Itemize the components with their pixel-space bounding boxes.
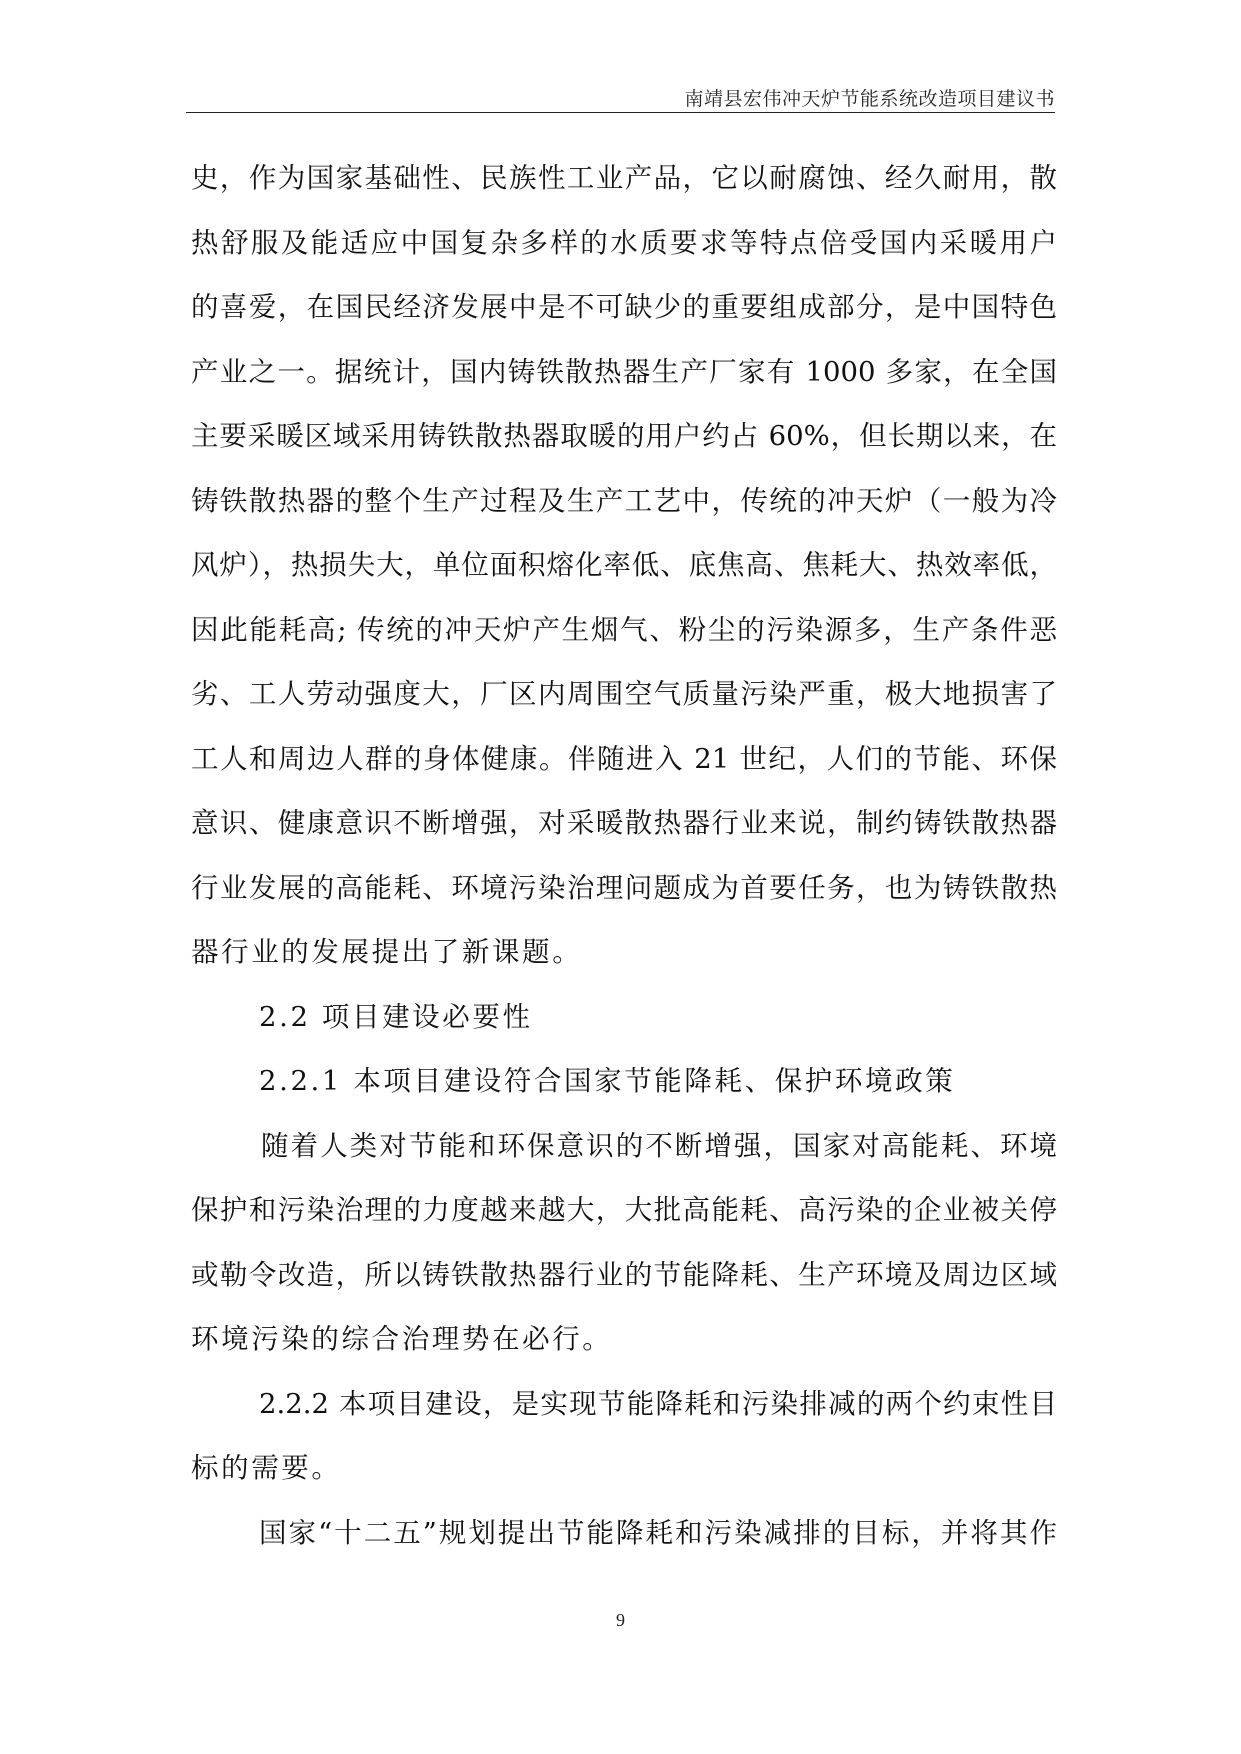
paragraph-line: 标的需要。 bbox=[191, 1452, 342, 1484]
paragraph-line: 因此能耗高; 传统的冲天炉产生烟气、粉尘的污染源多，生产条件恶 bbox=[191, 613, 1057, 646]
paragraph-line: 工人和周边人群的身体健康。伴随进入 21 世纪，人们的节能、环保 bbox=[191, 742, 1057, 775]
paragraph-line: 劣、工人劳动强度大，厂区内周围空气质量污染严重，极大地损害了 bbox=[191, 678, 1057, 710]
header-rule bbox=[186, 112, 1055, 113]
paragraph-line: 产业之一。据统计，国内铸铁散热器生产厂家有 1000 多家，在全国 bbox=[191, 355, 1057, 388]
page-number: 9 bbox=[616, 1610, 625, 1630]
paragraph-line: 随着人类对节能和环保意识的不断增强，国家对高能耗、环境 bbox=[261, 1129, 1057, 1162]
paragraph-line: 行业发展的高能耗、环境污染治理问题成为首要任务，也为铸铁散热 bbox=[191, 871, 1057, 904]
paragraph-line: 国家“十二五”规划提出节能降耗和污染减排的目标，并将其作 bbox=[259, 1516, 1057, 1549]
paragraph-line: 的喜爱，在国民经济发展中是不可缺少的重要组成部分，是中国特色 bbox=[191, 291, 1057, 323]
subsection-heading: 2.2.1 本项目建设符合国家节能降耗、保护环境政策 bbox=[259, 1065, 956, 1097]
paragraph-line: 热舒服及能适应中国复杂多样的水质要求等特点倍受国内采暖用户 bbox=[191, 226, 1057, 259]
paragraph-line: 保护和污染治理的力度越来越大，大批高能耗、高污染的企业被关停 bbox=[191, 1194, 1057, 1226]
paragraph-line: 铸铁散热器的整个生产过程及生产工艺中，传统的冲天炉（一般为冷 bbox=[191, 484, 1057, 517]
paragraph-line: 风炉），热损失大，单位面积熔化率低、底焦高、焦耗大、热效率低， bbox=[191, 549, 1057, 581]
paragraph-line: 器行业的发展提出了新课题。 bbox=[191, 936, 583, 968]
running-header: 南靖县宏伟冲天炉节能系统改造项目建议书 bbox=[684, 88, 1055, 110]
subsection-heading: 2.2.2 本项目建设，是实现节能降耗和污染排减的两个约束性目 bbox=[259, 1387, 1057, 1420]
document-body bbox=[191, 158, 1057, 1577]
paragraph-line: 环境污染的综合治理势在必行。 bbox=[191, 1323, 613, 1355]
paragraph-line: 主要采暖区域采用铸铁散热器取暖的用户约占 60%，但长期以来，在 bbox=[191, 420, 1057, 452]
section-heading: 2.2 项目建设必要性 bbox=[259, 1000, 533, 1033]
paragraph-line: 意识、健康意识不断增强，对采暖散热器行业来说，制约铸铁散热器 bbox=[191, 807, 1057, 839]
paragraph-line: 史，作为国家基础性、民族性工业产品，它以耐腐蚀、经久耐用，散 bbox=[191, 162, 1057, 194]
paragraph-line: 或勒令改造，所以铸铁散热器行业的节能降耗、生产环境及周边区域 bbox=[191, 1258, 1057, 1291]
